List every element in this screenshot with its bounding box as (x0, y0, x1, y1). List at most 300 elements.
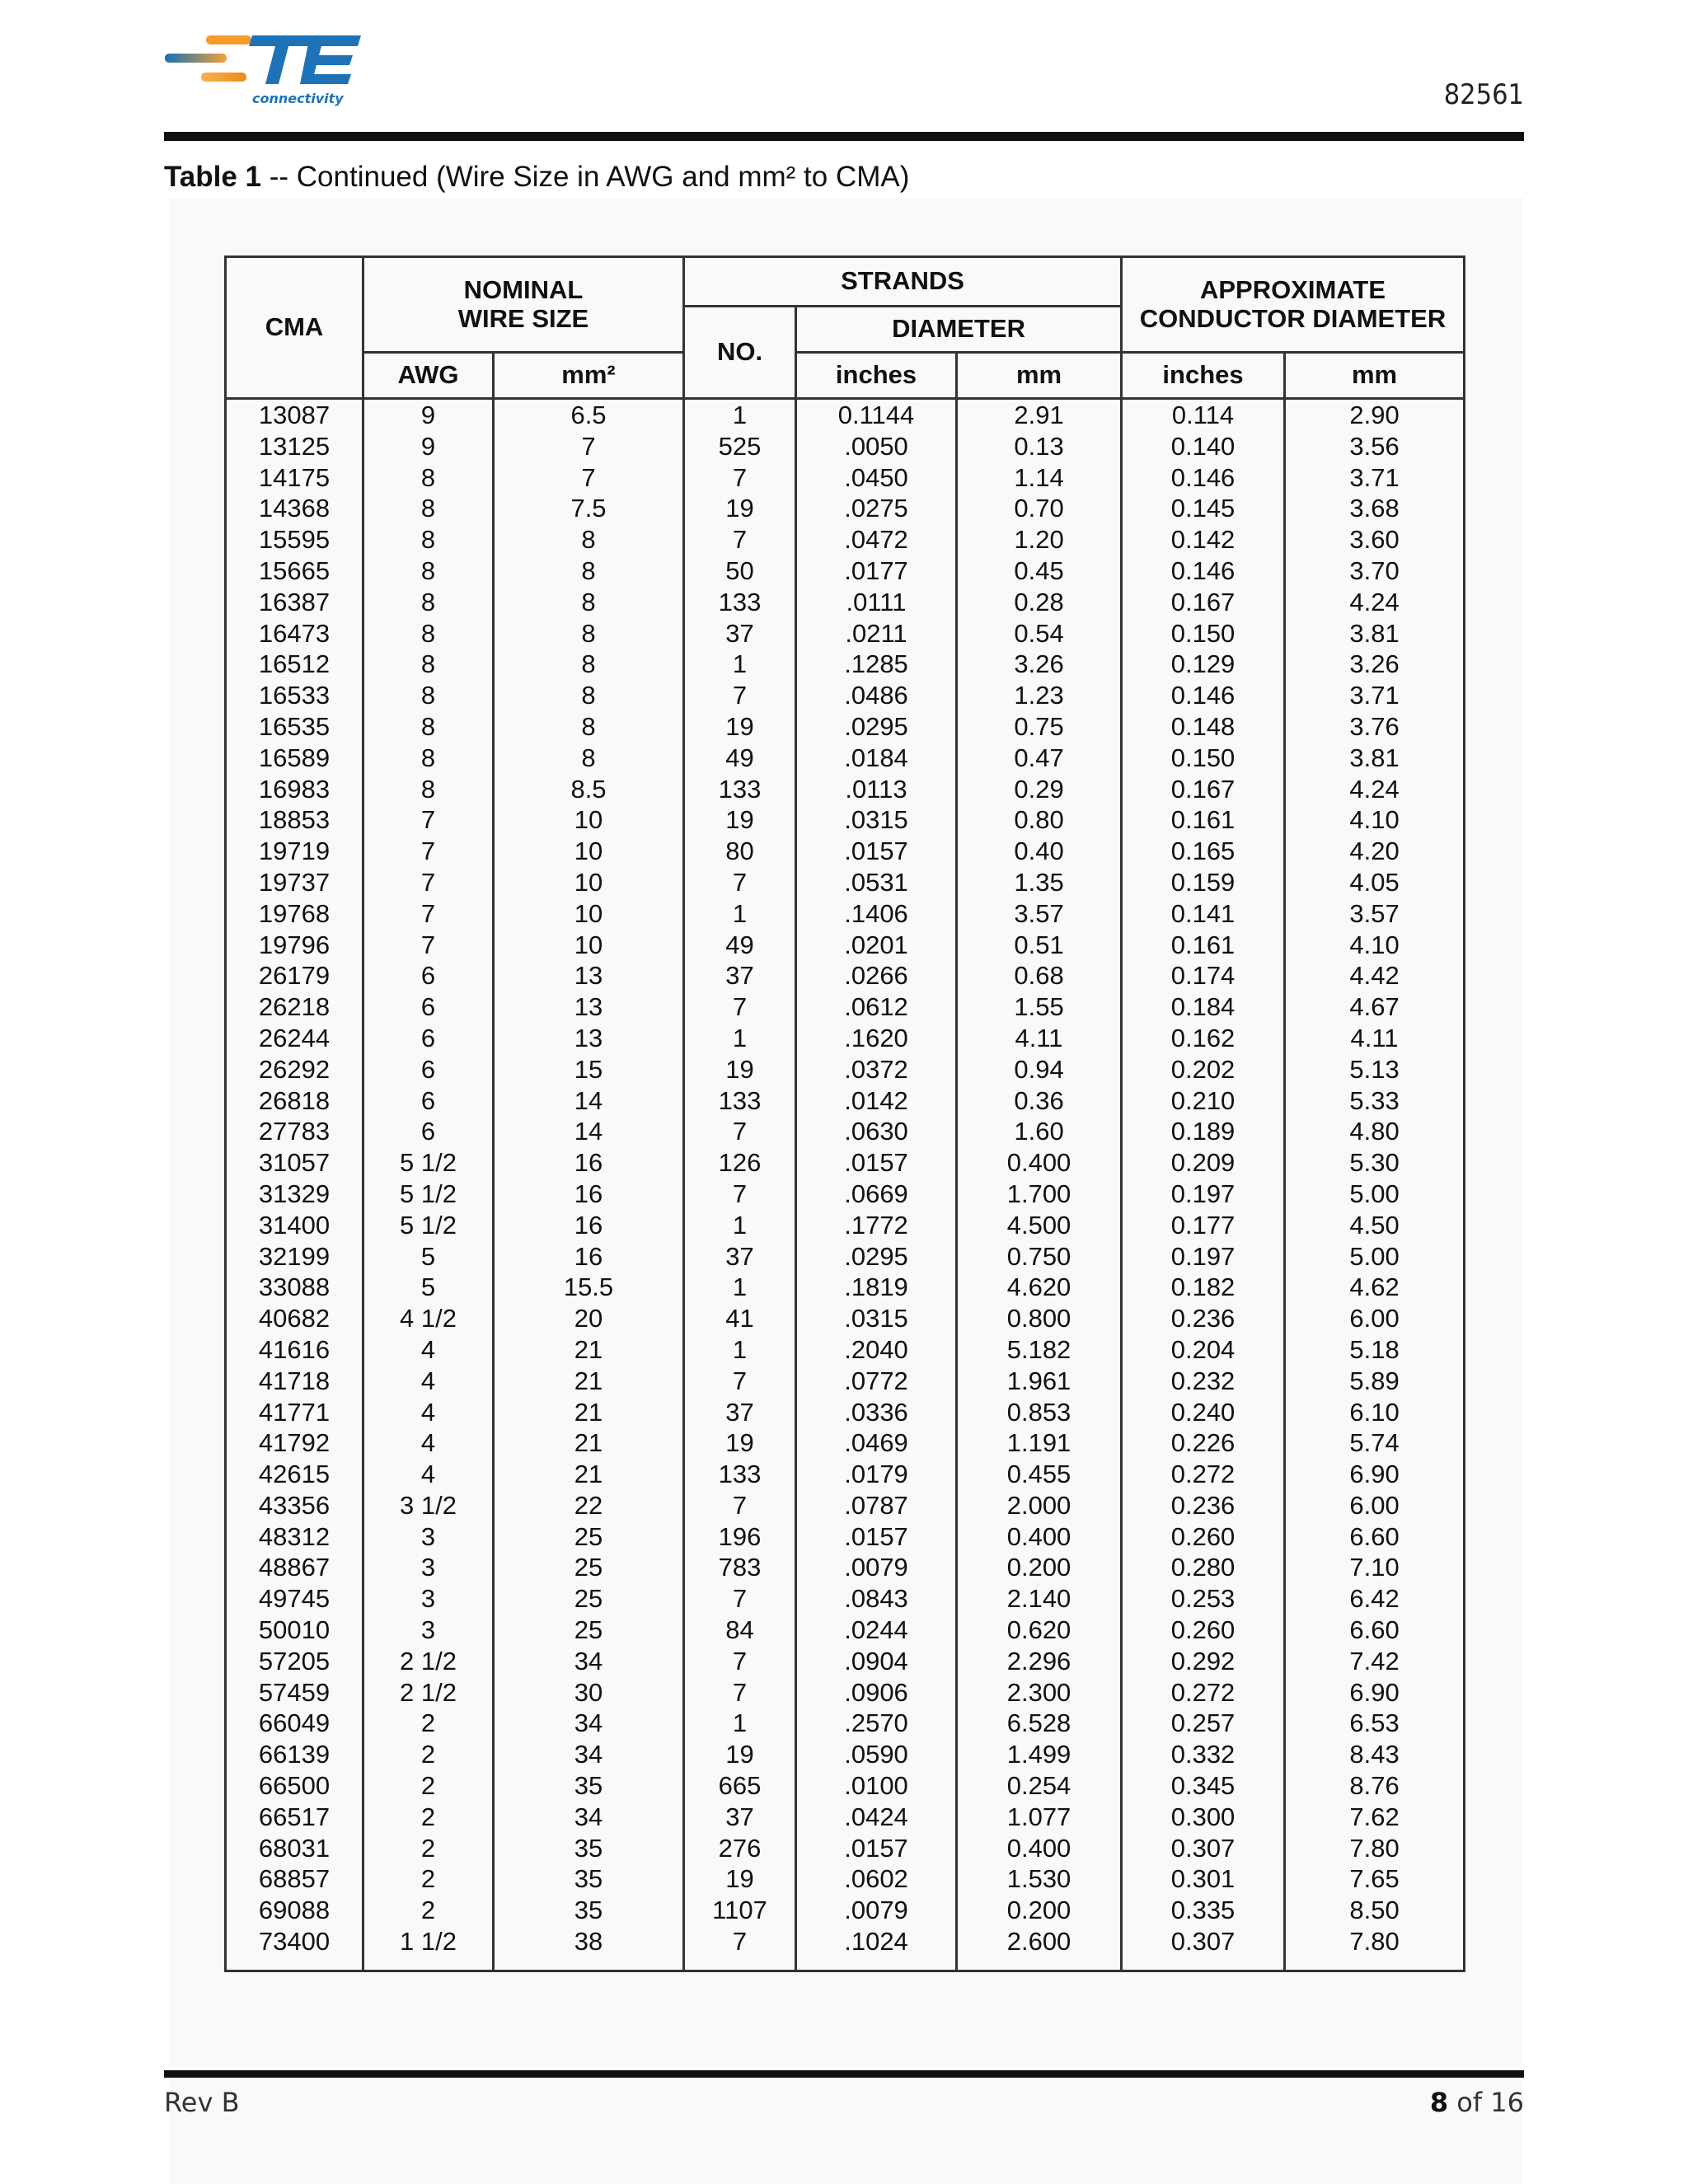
table-cell: 0.142 (1170, 525, 1236, 555)
table-cell: 7 (732, 1490, 748, 1520)
table-cell: 4.10 (1349, 805, 1400, 835)
table-caption (164, 161, 909, 194)
wire-size-table (224, 255, 1465, 1972)
table-cell: 16 (574, 1148, 603, 1178)
table-cell: 0.141 (1170, 898, 1236, 928)
table-cell: 0.94 (1014, 1054, 1064, 1084)
table-cell: 5.89 (1349, 1366, 1400, 1395)
table-cell: 3.70 (1349, 555, 1400, 585)
table-cell: 8 (420, 681, 436, 710)
table-cell: 6.53 (1349, 1708, 1400, 1738)
table-cell: 3 (420, 1615, 436, 1645)
table-cell: 30 (574, 1677, 603, 1707)
table-cell: 6.90 (1349, 1460, 1400, 1489)
table-cell: .1406 (844, 898, 908, 928)
table-cell: .0612 (844, 992, 908, 1022)
table-cell: 3 (420, 1584, 436, 1614)
table-cell: 2.600 (1006, 1927, 1071, 1957)
table-cell: 35 (574, 1771, 603, 1801)
table-cell: 2.91 (1014, 401, 1064, 429)
table-cell: 7 (732, 1927, 748, 1957)
table-cell: 21 (574, 1366, 603, 1395)
table-cell: 0.182 (1170, 1272, 1236, 1302)
table-cell: 0.150 (1170, 618, 1236, 648)
table-cell: 7 (420, 898, 436, 928)
table-cell: 10 (574, 805, 603, 835)
table-cell: 68031 (258, 1833, 331, 1863)
table-cell: 0.75 (1014, 711, 1064, 741)
table-cell: 33088 (258, 1272, 331, 1302)
table-cell: 1.191 (1006, 1428, 1071, 1458)
table-cell: 31400 (258, 1210, 331, 1240)
header-nominal-line1: NOMINAL (463, 274, 584, 304)
table-cell: 0.260 (1170, 1521, 1236, 1551)
table-cell: 0.129 (1170, 649, 1236, 679)
table-cell: 0.455 (1006, 1460, 1071, 1489)
table-cell: 2 (420, 1740, 436, 1769)
table-cell: 7 (732, 525, 748, 555)
table-cell: 41616 (258, 1334, 331, 1364)
table-cell: .0787 (844, 1490, 908, 1520)
table-cell: 14 (574, 1117, 603, 1146)
table-cell: 42615 (258, 1460, 331, 1489)
header-conductor-inches: inches (1122, 353, 1285, 399)
table-cell: 4.50 (1349, 1210, 1400, 1240)
table-cell: 41792 (258, 1428, 331, 1458)
table-cell: 0.272 (1170, 1677, 1236, 1707)
table-cell: 0.620 (1006, 1615, 1071, 1645)
table-cell: 0.114 (1171, 401, 1235, 429)
table-cell: 49745 (258, 1584, 331, 1614)
table-cell: 6 (420, 992, 436, 1022)
table-cell: 0.253 (1170, 1584, 1236, 1614)
table-cell: 66049 (258, 1708, 331, 1738)
header-approx-conductor-diameter (1122, 257, 1465, 353)
header-cma: CMA (226, 257, 363, 399)
table-cell: 8 (420, 649, 436, 679)
table-cell: 57459 (258, 1677, 331, 1707)
table-cell: 66500 (258, 1771, 331, 1801)
table-cell: 3.68 (1349, 494, 1400, 523)
table-cell: 0.80 (1014, 805, 1064, 835)
table-cell: 7.62 (1349, 1802, 1400, 1831)
revision-label: Rev B (164, 2087, 240, 2118)
table-cell: 50 (725, 555, 754, 585)
table-cell: .2570 (844, 1708, 908, 1738)
table-cell: 3.60 (1349, 525, 1400, 555)
table-cell: 0.140 (1170, 431, 1236, 461)
table-cell: 25 (574, 1553, 603, 1582)
table-cell: 0.750 (1006, 1241, 1071, 1271)
table-cell: 7 (420, 867, 436, 897)
table-cell: 10 (574, 898, 603, 928)
table-cell: 34 (574, 1646, 603, 1675)
table-cell: 7 (732, 1179, 748, 1208)
table-cell: 8 (420, 555, 436, 585)
table-cell: 73400 (258, 1927, 331, 1957)
table-cell: .0177 (844, 555, 908, 585)
table-cell: 6 (420, 1023, 436, 1052)
table-cell: 13 (574, 992, 603, 1022)
table-cell: 2 (420, 1864, 436, 1894)
table-cell: 6.60 (1349, 1521, 1400, 1551)
table-cell: 5 1/2 (400, 1210, 457, 1240)
table-cell: .0531 (844, 867, 908, 897)
table-cell: 19 (725, 1054, 754, 1084)
table-cell: 19 (725, 711, 754, 741)
table-cell: 25 (574, 1521, 603, 1551)
table-cell: 16 (574, 1241, 603, 1271)
page-number (1430, 2087, 1524, 2118)
table-cell: .0079 (844, 1896, 908, 1925)
wire-size-table-container (224, 255, 1463, 1972)
table-cell: 20 (574, 1304, 603, 1333)
table-cell: 0.68 (1014, 961, 1064, 991)
table-cell: 0.51 (1014, 930, 1064, 959)
table-cell: 16512 (258, 649, 331, 679)
table-cell: 126 (718, 1148, 762, 1178)
table-cell: 0.400 (1006, 1148, 1071, 1178)
table-cell: .0630 (844, 1117, 908, 1146)
table-cell: 4 1/2 (400, 1304, 457, 1333)
table-cell: 6 (420, 961, 436, 991)
table-cell: 196 (718, 1521, 762, 1551)
table-cell: .0372 (844, 1054, 908, 1084)
table-cell: 0.197 (1170, 1241, 1236, 1271)
table-cell: .1620 (844, 1023, 908, 1052)
table-cell: 2 1/2 (400, 1646, 457, 1675)
table-cell: 2 (420, 1833, 436, 1863)
table-cell: 0.40 (1014, 837, 1064, 866)
table-cell: 37 (725, 1397, 754, 1427)
table-cell: 21 (574, 1428, 603, 1458)
table-cell: 7 (732, 867, 748, 897)
column-cma (226, 399, 363, 1971)
table-cell: 16533 (258, 681, 331, 710)
table-cell: .1772 (844, 1210, 908, 1240)
table-cell: 2.296 (1006, 1646, 1071, 1675)
table-cell: 16473 (258, 618, 331, 648)
table-cell: 8 (420, 743, 436, 772)
table-cell: 3.57 (1349, 898, 1400, 928)
table-cell: 14175 (258, 462, 331, 492)
table-cell: 21 (574, 1460, 603, 1489)
table-cell: 80 (725, 837, 754, 866)
table-cell: 4 (420, 1366, 436, 1395)
table-cell: .0590 (844, 1740, 908, 1769)
table-cell: 8 (581, 525, 596, 555)
table-cell: 4 (420, 1428, 436, 1458)
table-cell: 2 1/2 (400, 1677, 457, 1707)
table-cell: 133 (718, 774, 762, 804)
table-cell: 0.13 (1014, 431, 1064, 461)
table-cell: 26818 (258, 1085, 331, 1115)
table-cell: 9 (420, 401, 436, 429)
table-cell: 1.077 (1006, 1802, 1071, 1831)
table-cell: 1 (732, 1708, 748, 1738)
table-cell: 0.146 (1170, 462, 1236, 492)
table-cell: .0179 (844, 1460, 908, 1489)
table-cell: 4.62 (1349, 1272, 1400, 1302)
table-cell: .0315 (844, 1304, 908, 1333)
table-cell: 26292 (258, 1054, 331, 1084)
table-cell: 7.42 (1349, 1646, 1400, 1675)
header-strands: STRANDS (684, 257, 1122, 307)
table-cell: 7.80 (1349, 1927, 1400, 1957)
table-cell: 1.35 (1014, 867, 1064, 897)
table-caption-text: -- Continued (Wire Size in AWG and mm² to CMA) (261, 161, 910, 193)
table-cell: 68857 (258, 1864, 331, 1894)
table-cell: .0904 (844, 1646, 908, 1675)
table-cell: 0.184 (1170, 992, 1236, 1022)
table-cell: 0.400 (1006, 1833, 1071, 1863)
table-cell: 7 (581, 431, 596, 461)
table-cell: .0336 (844, 1397, 908, 1427)
table-cell: 16 (574, 1210, 603, 1240)
table-cell: 0.45 (1014, 555, 1064, 585)
table-cell: 8 (581, 618, 596, 648)
table-cell: .0113 (845, 774, 907, 804)
table-cell: .1285 (844, 649, 908, 679)
table-cell: 8 (420, 525, 436, 555)
table-cell: 43356 (258, 1490, 331, 1520)
table-cell: 0.254 (1006, 1771, 1071, 1801)
table-cell: .0050 (844, 431, 908, 461)
table-cell: 14368 (258, 494, 331, 523)
table-cell: 5.00 (1349, 1241, 1400, 1271)
table-cell: 4 (420, 1334, 436, 1364)
table-cell: 6 (420, 1054, 436, 1084)
table-cell: 35 (574, 1896, 603, 1925)
column-awg (363, 399, 494, 1971)
table-cell: 19 (725, 805, 754, 835)
table-cell: 10 (574, 867, 603, 897)
table-cell: 15665 (258, 555, 331, 585)
table-cell: 1.14 (1014, 462, 1064, 492)
table-cell: 3.26 (1014, 649, 1064, 679)
table-cell: .0142 (844, 1085, 908, 1115)
table-cell: .0450 (844, 462, 908, 492)
table-cell: 3.76 (1349, 711, 1400, 741)
table-cell: 0.177 (1170, 1210, 1236, 1240)
table-cell: 665 (718, 1771, 762, 1801)
table-cell: 35 (574, 1833, 603, 1863)
table-cell: 0.226 (1170, 1428, 1236, 1458)
table-cell: 5.00 (1349, 1179, 1400, 1208)
table-cell: .0843 (844, 1584, 908, 1614)
table-cell: 31329 (258, 1179, 331, 1208)
table-cell: .0486 (844, 681, 908, 710)
table-cell: 5.18 (1349, 1334, 1400, 1364)
table-cell: .0602 (844, 1864, 908, 1894)
table-cell: 6.10 (1349, 1397, 1400, 1427)
table-cell: 35 (574, 1864, 603, 1894)
table-cell: 4.80 (1349, 1117, 1400, 1146)
table-cell: 66139 (258, 1740, 331, 1769)
table-cell: 6.42 (1349, 1584, 1400, 1614)
table-cell: 37 (725, 1802, 754, 1831)
table-cell: 0.210 (1170, 1085, 1236, 1115)
table-cell: 8 (420, 462, 436, 492)
table-cell: 1.499 (1006, 1740, 1071, 1769)
header-strand-mm: mm (957, 353, 1122, 399)
table-cell: 0.36 (1014, 1085, 1064, 1115)
table-cell: 0.280 (1170, 1553, 1236, 1582)
table-cell: .0295 (844, 1241, 908, 1271)
table-cell: 8 (420, 774, 436, 804)
table-cell: 0.345 (1170, 1771, 1236, 1801)
header-strand-inches: inches (796, 353, 957, 399)
table-cell: 133 (718, 1085, 762, 1115)
table-cell: 37 (725, 961, 754, 991)
table-cell: 34 (574, 1708, 603, 1738)
table-cell: .2040 (844, 1334, 908, 1364)
header-rule (164, 132, 1524, 141)
table-cell: 0.300 (1170, 1802, 1236, 1831)
table-cell: .0201 (844, 930, 908, 959)
table-cell: 6.00 (1349, 1490, 1400, 1520)
table-cell: 26218 (258, 992, 331, 1022)
table-cell: 3.57 (1014, 898, 1064, 928)
table-cell: 6.00 (1349, 1304, 1400, 1333)
table-cell: 49 (725, 743, 754, 772)
table-cell: 276 (718, 1833, 762, 1863)
table-cell: 40682 (258, 1304, 331, 1333)
table-cell: 525 (718, 431, 762, 461)
table-cell: 1.23 (1014, 681, 1064, 710)
table-cell: 41771 (258, 1397, 331, 1427)
table-cell: .0100 (844, 1771, 908, 1801)
table-cell: 16387 (258, 587, 331, 616)
footer-rule (164, 2070, 1524, 2078)
table-cell: 3 1/2 (400, 1490, 457, 1520)
table-cell: 9 (420, 431, 436, 461)
table-cell: 6.90 (1349, 1677, 1400, 1707)
table-cell: 0.332 (1170, 1740, 1236, 1769)
table-cell: 133 (718, 1460, 762, 1489)
table-cell: .0211 (845, 618, 907, 648)
table-cell: 49 (725, 930, 754, 959)
page-total: of 16 (1448, 2087, 1524, 2118)
table-cell: 0.189 (1170, 1117, 1236, 1146)
table-cell: 3 (420, 1553, 436, 1582)
table-cell: 5.33 (1349, 1085, 1400, 1115)
table-cell: 37 (725, 1241, 754, 1271)
table-cell: .0472 (844, 525, 908, 555)
table-cell: 783 (718, 1553, 762, 1582)
table-cell: 0.240 (1170, 1397, 1236, 1427)
table-cell: 0.202 (1170, 1054, 1236, 1084)
table-cell: 13 (574, 1023, 603, 1052)
table-cell: 0.272 (1170, 1460, 1236, 1489)
table-cell: 0.145 (1170, 494, 1236, 523)
table-cell: 4.10 (1349, 930, 1400, 959)
table-cell: 2.000 (1006, 1490, 1071, 1520)
table-cell: 50010 (258, 1615, 331, 1645)
table-cell: 0.257 (1170, 1708, 1236, 1738)
table-cell: 4 (420, 1460, 436, 1489)
logo-subtext: connectivity (252, 91, 344, 106)
table-cell: 5 1/2 (400, 1148, 457, 1178)
table-cell: 5.74 (1349, 1428, 1400, 1458)
table-cell: 1.961 (1006, 1366, 1071, 1395)
table-cell: 1107 (712, 1896, 767, 1925)
table-cell: 0.236 (1170, 1490, 1236, 1520)
table-cell: 2 (420, 1771, 436, 1801)
table-cell: 0.200 (1006, 1553, 1071, 1582)
header-nominal-line2: WIRE SIZE (457, 303, 589, 333)
table-cell: 1 (732, 1272, 748, 1302)
table-cell: 7 (732, 1646, 748, 1675)
table-cell: 8 (420, 494, 436, 523)
table-cell: 2.140 (1006, 1584, 1071, 1614)
table-cell: 34 (574, 1802, 603, 1831)
table-cell: 0.146 (1170, 555, 1236, 585)
table-cell: 2 (420, 1802, 436, 1831)
table-cell: 41 (725, 1304, 754, 1333)
table-cell: 0.307 (1170, 1927, 1236, 1957)
column-strand-no (684, 399, 796, 1971)
table-cell: .0157 (844, 837, 908, 866)
table-cell: 5 (420, 1272, 436, 1302)
table-caption-label: Table 1 (164, 161, 262, 193)
table-cell: 19796 (258, 930, 331, 959)
table-cell: 0.232 (1170, 1366, 1236, 1395)
table-cell: 8.76 (1349, 1771, 1400, 1801)
table-cell: 8 (420, 618, 436, 648)
table-cell: 15 (574, 1054, 603, 1084)
header-mm2: mm² (494, 353, 684, 399)
table-cell: 2.300 (1006, 1677, 1071, 1707)
table-cell: 0.148 (1170, 711, 1236, 741)
table-cell: .0295 (844, 711, 908, 741)
table-cell: 0.301 (1170, 1864, 1236, 1894)
table-cell: 0.167 (1170, 774, 1236, 804)
column-conductor-inches (1122, 399, 1285, 1971)
table-cell: 5 (420, 1241, 436, 1271)
table-cell: 7 (420, 837, 436, 866)
table-cell: 6 (420, 1085, 436, 1115)
table-cell: 3.71 (1349, 681, 1400, 710)
table-cell: 0.197 (1170, 1179, 1236, 1208)
table-cell: 0.260 (1170, 1615, 1236, 1645)
table-cell: 48867 (258, 1553, 331, 1582)
table-cell: 22 (574, 1490, 603, 1520)
table-cell: .0906 (844, 1677, 908, 1707)
table-cell: 8 (581, 587, 596, 616)
table-cell: 8.43 (1349, 1740, 1400, 1769)
table-cell: 3.81 (1349, 618, 1400, 648)
table-cell: 5 1/2 (400, 1179, 457, 1208)
table-cell: 0.204 (1170, 1334, 1236, 1364)
table-cell: 10 (574, 930, 603, 959)
table-cell: 1 (732, 401, 748, 429)
table-cell: 15595 (258, 525, 331, 555)
table-cell: 7 (732, 681, 748, 710)
table-cell: 6.60 (1349, 1615, 1400, 1645)
table-cell: 4.24 (1349, 587, 1400, 616)
table-cell: .0315 (844, 805, 908, 835)
table-cell: 1.55 (1014, 992, 1064, 1022)
header-nominal-wire-size (363, 257, 684, 353)
table-cell: .0669 (844, 1179, 908, 1208)
table-cell: 8 (581, 555, 596, 585)
table-cell: 7 (732, 1366, 748, 1395)
table-cell: 0.853 (1006, 1397, 1071, 1427)
table-cell: 57205 (258, 1646, 331, 1675)
table-cell: 19719 (258, 837, 331, 866)
table-cell: 0.150 (1170, 743, 1236, 772)
